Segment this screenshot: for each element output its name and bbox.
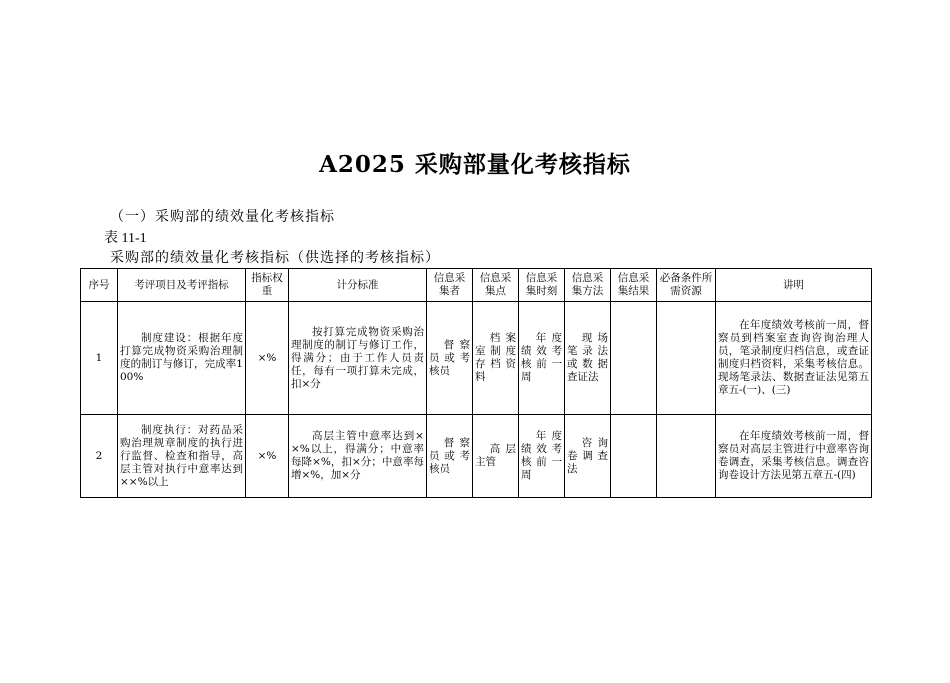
table-number: 表 11-1 xyxy=(104,231,147,246)
header-note: 讲明 xyxy=(716,269,872,302)
header-result: 信息采集结果 xyxy=(611,269,657,302)
cell-collector: 督察员或考核员 xyxy=(427,302,473,415)
header-resources: 必备条件所需资源 xyxy=(657,269,716,302)
header-time: 信息采集时刻 xyxy=(519,269,565,302)
table-header-row xyxy=(81,269,872,302)
section-heading: （一）采购部的绩效量化考核指标 xyxy=(110,209,335,225)
cell-no: 2 xyxy=(81,415,118,498)
table-row xyxy=(81,302,872,415)
cell-weight: ×% xyxy=(246,415,289,498)
header-weight: 指标权重 xyxy=(246,269,289,302)
header-method: 信息采集方法 xyxy=(565,269,611,302)
cell-resources xyxy=(657,415,716,498)
cell-resources xyxy=(657,302,716,415)
header-item: 考评项目及考评指标 xyxy=(118,269,246,302)
cell-collector: 督察员或考核员 xyxy=(427,415,473,498)
header-collector: 信息采集者 xyxy=(427,269,473,302)
table-row xyxy=(81,415,872,498)
cell-no: 1 xyxy=(81,302,118,415)
cell-note: 在年度绩效考核前一周，督察员对高层主管进行中意率咨询卷调查，采集考核信息。调查咨询卷设计方法见第五章五-(四) xyxy=(716,415,872,498)
cell-time: 年度绩效考核前一周 xyxy=(519,415,565,498)
header-scoring: 计分标准 xyxy=(289,269,427,302)
cell-scoring: 高层主管中意率达到××%以上，得满分；中意率每降×%，扣×分；中意率每增×%，加×分 xyxy=(289,415,427,498)
header-point: 信息采集点 xyxy=(473,269,519,302)
header-no: 序号 xyxy=(81,269,118,302)
cell-point: 高层主管 xyxy=(473,415,519,498)
cell-note: 在年度绩效考核前一周，督察员到档案室查询咨询治理人员，笔录制度归档信息，或查证制度归档资料，采集考核信息。现场笔录法、数据查证法见第五章五-(一)、(三) xyxy=(716,302,872,415)
cell-item: 制度建设：根据年度打算完成物资采购治理制度的制订与修订，完成率100% xyxy=(118,302,246,415)
cell-result xyxy=(611,302,657,415)
cell-item: 制度执行：对药品采购治理规章制度的执行进行监督、检查和指导，高层主管对执行中意率达到××%以上 xyxy=(118,415,246,498)
cell-result xyxy=(611,415,657,498)
cell-time: 年度绩效考核前一周 xyxy=(519,302,565,415)
cell-method: 现场笔录法或数据查证法 xyxy=(565,302,611,415)
cell-weight: ×% xyxy=(246,302,289,415)
cell-point: 档案室制度存档资料 xyxy=(473,302,519,415)
kpi-table xyxy=(80,268,872,498)
page-title: A2025 采购部量化考核指标 xyxy=(319,151,631,178)
cell-scoring: 按打算完成物资采购治理制度的制订与修订工作，得满分；由于工作人员责任，每有一项打算未完成，扣×分 xyxy=(289,302,427,415)
cell-method: 咨询卷调查法 xyxy=(565,415,611,498)
table-caption: 采购部的绩效量化考核指标（供选择的考核指标） xyxy=(110,250,440,266)
